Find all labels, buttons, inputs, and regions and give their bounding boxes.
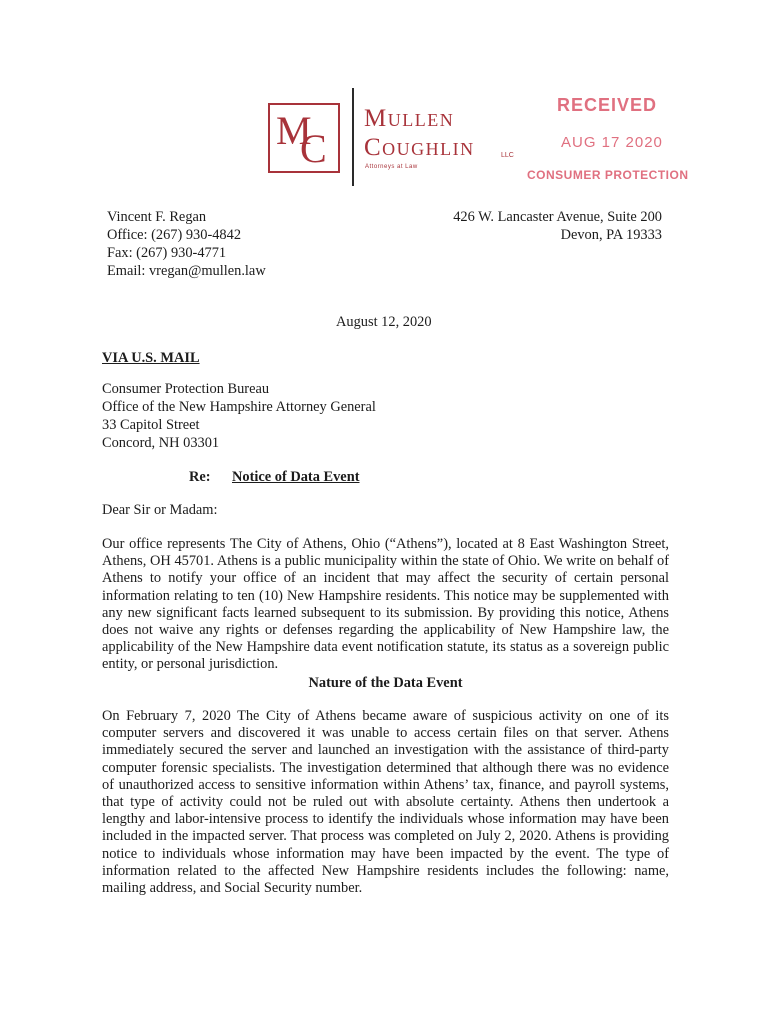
firm-name-line-2: Coughlin xyxy=(364,134,475,161)
recipient-line-1: Consumer Protection Bureau xyxy=(102,381,270,397)
intro-paragraph: Our office represents The City of Athens, Ohio (“Athens”), located at 8 East Washington Street, Athens, OH 45701. Athens is a public municipality within the state of Ohio. We write on behalf of Athens to notify your office of an incident that may affect the security of certain personal information relating to ten (10) New Hampshire residents. This notice may be supplemented with any new significant facts learned subsequent to its submission. By providing this notice, Athens does not waive any rights or defenses regarding the applicability of New Hampshire law, the applicability of the New Hampshire data event notification statute, its status as a sovereign public entity, or personal jurisdiction. xyxy=(102,536,669,673)
logo-letter-m: M xyxy=(276,108,312,153)
salutation: Dear Sir or Madam: xyxy=(102,502,218,518)
received-stamp-department: CONSUMER PROTECTION xyxy=(527,168,689,182)
sender-fax: Fax: (267) 930-4771 xyxy=(107,245,227,261)
firm-city: Devon, PA 19333 xyxy=(560,227,662,243)
firm-suffix: LLC xyxy=(501,152,514,159)
re-label: Re: xyxy=(189,469,211,485)
re-subject: Notice of Data Event xyxy=(232,469,360,485)
letterhead-divider xyxy=(352,88,354,186)
firm-name-line-1: Mullen xyxy=(364,105,455,132)
firm-subtitle: Attorneys at Law xyxy=(365,164,418,170)
recipient-line-3: 33 Capitol Street xyxy=(102,417,200,433)
received-stamp: RECEIVED xyxy=(557,95,658,115)
nature-paragraph: On February 7, 2020 The City of Athens became aware of suspicious activity on one of its computer servers and discovered it was unable to access certain files on that server. Athens immediately secured the server and launched an investigation with the assistance of third-party computer forensic specialists. The investigation determined that although there was no evidence of unauthorized access to sensitive information within Athens’ tax, finance, and payroll systems, that type of activity could not be ruled out with absolute certainty. Athens then undertook a lengthy and labor-intensive process to identify the individuals whose information may have been included in the impacted server. That process was completed on July 2, 2020. Athens is providing notice to individuals whose information may have been impacted by the event. The type of information related to the affected New Hampshire residents includes the following: name, mailing address, and Social Security number. xyxy=(102,708,669,897)
sender-office-phone: Office: (267) 930-4842 xyxy=(107,227,242,243)
letter-date: August 12, 2020 xyxy=(336,314,432,330)
logo-letter-c: C xyxy=(300,126,327,171)
sender-email: Email: vregan@mullen.law xyxy=(107,263,266,279)
recipient-line-4: Concord, NH 03301 xyxy=(102,435,220,451)
received-stamp-date: AUG 17 2020 xyxy=(561,134,663,151)
firm-logo xyxy=(268,103,340,173)
firm-street: 426 W. Lancaster Avenue, Suite 200 xyxy=(453,209,662,225)
section-heading: Nature of the Data Event xyxy=(308,675,463,691)
sender-name: Vincent F. Regan xyxy=(107,209,207,225)
delivery-method: VIA U.S. MAIL xyxy=(102,350,200,366)
recipient-line-2: Office of the New Hampshire Attorney General xyxy=(102,399,376,415)
